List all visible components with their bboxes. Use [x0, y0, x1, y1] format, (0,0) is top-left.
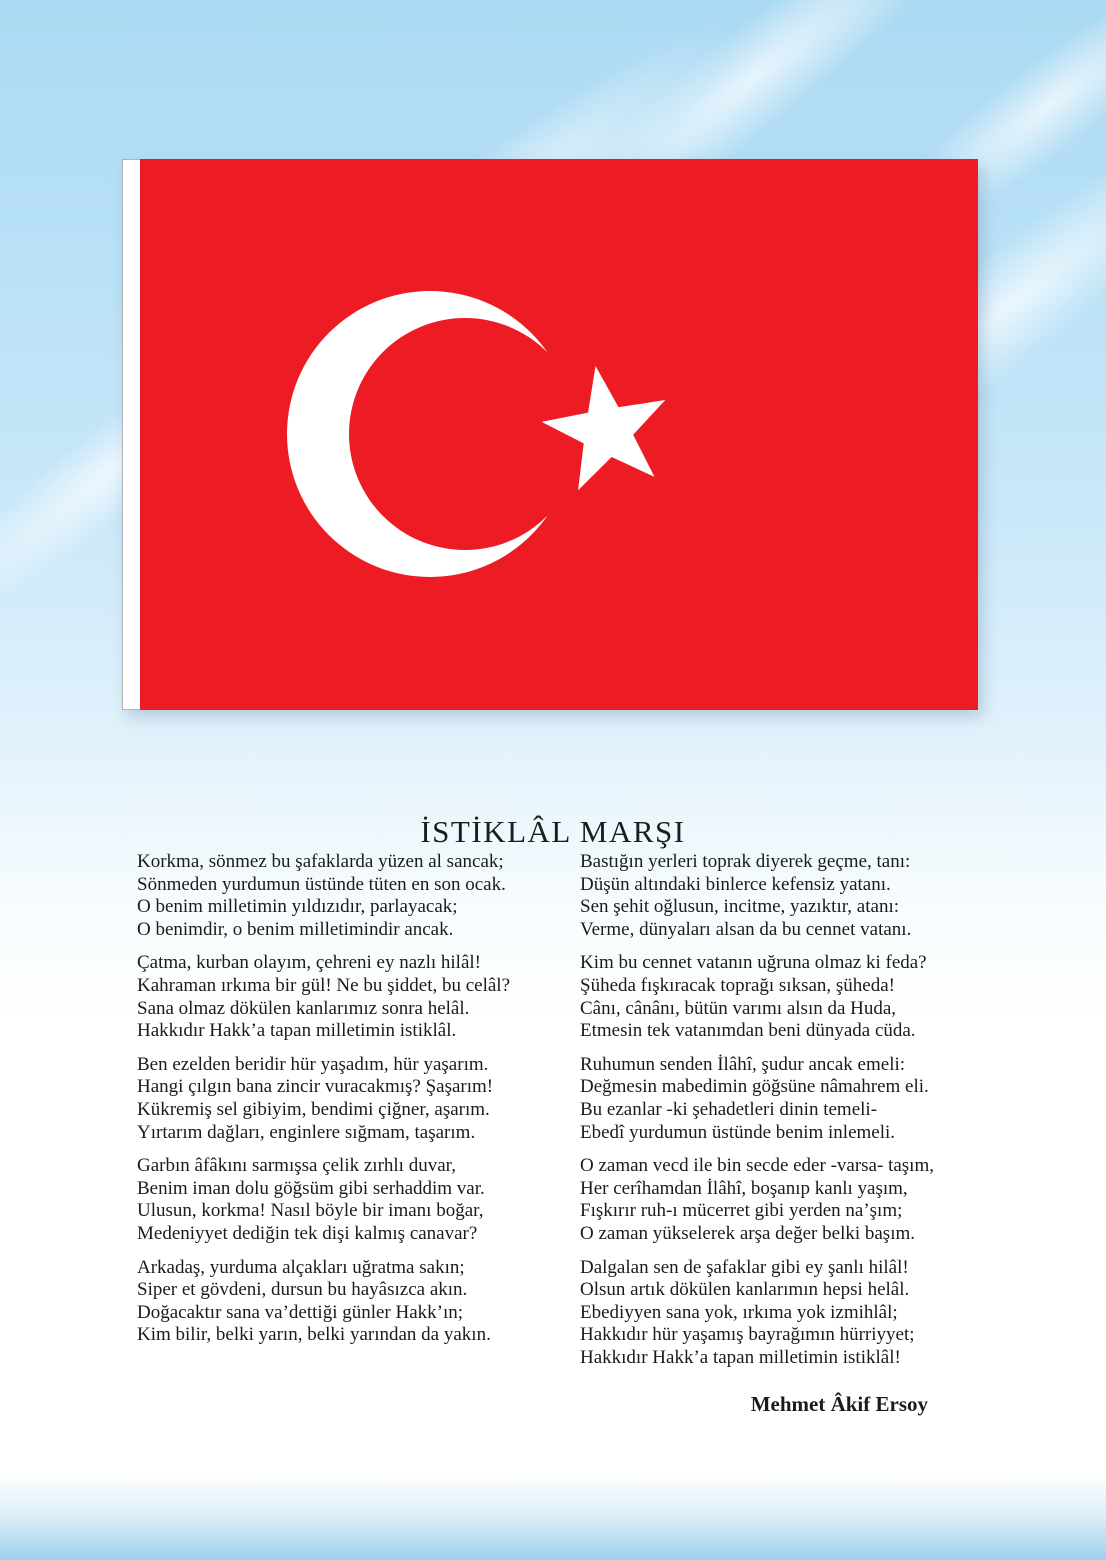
turkish-flag: [122, 159, 978, 710]
poem-line: Değmesin mabedimin göğsüne nâmahrem eli.: [580, 1076, 929, 1098]
poem-line: Sönmeden yurdumun üstünde tüten en son ocak.: [137, 873, 506, 895]
bottom-sky-band: [0, 1475, 1106, 1560]
poem-line: Çatma, kurban olayım, çehreni ey nazlı hilâl!: [137, 952, 481, 974]
poem-stanza: [580, 1257, 968, 1370]
poem-line: Kim bu cennet vatanın uğruna olmaz ki feda?: [580, 952, 927, 974]
poem-line: O zaman yükselerek arşa değer belki başım.: [580, 1222, 916, 1244]
poem-line: Ben ezelden beridir hür yaşadım, hür yaşarım.: [137, 1053, 489, 1075]
poem-line: Düşün altındaki binlerce kefensiz yatanı.: [580, 873, 891, 895]
poem-stanza: [580, 952, 968, 1042]
poem-stanza: [137, 952, 510, 1042]
poem-line: O zaman vecd ile bin secde eder -varsa- taşım,: [580, 1155, 934, 1177]
flag-hoist-strip: [122, 159, 140, 710]
poem-column-right: [580, 851, 968, 1380]
poem-line: Ruhumun senden İlâhî, şudur ancak emeli:: [580, 1053, 906, 1075]
poem-line: Etmesin tek vatanımdan beni dünyada cüda.: [580, 1020, 916, 1042]
poem-stanza: [137, 1257, 510, 1347]
crescent-inner-cut: [349, 318, 581, 550]
poem-line: Kim bilir, belki yarın, belki yarından da yakın.: [137, 1324, 491, 1346]
poem-line: Benim iman dolu göğsüm gibi serhaddim var.: [137, 1177, 485, 1199]
poem-line: Hakkıdır Hakk’a tapan milletimin istiklâl.: [137, 1020, 457, 1042]
poem-line: Cânı, cânânı, bütün varımı alsın da Huda,: [580, 997, 897, 1019]
page-title: İSTİKLÂL MARŞI: [420, 813, 686, 849]
poem-line: Sen şehit oğlusun, incitme, yazıktır, atanı:: [580, 896, 900, 918]
poem-stanza: [137, 851, 510, 941]
poem-stanza: [580, 1155, 968, 1245]
poem-line: Hangi çılgın bana zincir vuracakmış? Şaşarım!: [137, 1076, 494, 1098]
author-name: Mehmet Âkif Ersoy: [750, 1392, 928, 1416]
poem-line: Bu ezanlar -ki şehadetleri dinin temeli-: [580, 1098, 878, 1120]
poem-line: Arkadaş, yurduma alçakları uğratma sakın;: [137, 1256, 465, 1278]
poem-stanza: [137, 1054, 510, 1144]
poem-line: Hakkıdır hür yaşamış bayrağımın hürriyyet;: [580, 1324, 915, 1346]
flag-field: [140, 159, 978, 710]
poem-line: Olsun artık dökülen kanlarımın hepsi helâl.: [580, 1279, 910, 1301]
poem-line: Bastığın yerleri toprak diyerek geçme, tanı:: [580, 851, 911, 872]
poem-line: Verme, dünyaları alsan da bu cennet vatanı.: [580, 918, 912, 940]
poem-line: Korkma, sönmez bu şafaklarda yüzen al sancak;: [137, 851, 504, 872]
poem-line: Sana olmaz dökülen kanlarımız sonra helâl.: [137, 997, 470, 1019]
poem-line: Fışkırır ruh-ı mücerret gibi yerden na’şım;: [580, 1200, 903, 1222]
poem-line: Medeniyyet dediğin tek dişi kalmış canavar?: [137, 1222, 478, 1244]
poem-line: Kahraman ırkıma bir gül! Ne bu şiddet, bu celâl?: [137, 974, 511, 996]
poem-line: O benimdir, o benim milletimindir ancak.: [137, 918, 454, 940]
poem-line: Garbın âfâkını sarmışsa çelik zırhlı duvar,: [137, 1155, 456, 1177]
poem-stanza: [580, 851, 968, 941]
poem-line: Ebedî yurdumun üstünde benim inlemeli.: [580, 1121, 896, 1143]
poem-line: Hakkıdır Hakk’a tapan milletimin istiklâl!: [580, 1346, 901, 1368]
poem-line: Yırtarım dağları, enginlere sığmam, taşarım.: [137, 1121, 476, 1143]
poem-line: Her cerîhamdan İlâhî, boşanıp kanlı yaşım,: [580, 1177, 908, 1199]
poem-line: Şüheda fışkıracak toprağı sıksan, şüheda!: [580, 974, 895, 996]
poem-line: O benim milletimin yıldızıdır, parlayacak;: [137, 896, 458, 918]
poem-line: Ebediyyen sana yok, ırkıma yok izmihlâl;: [580, 1301, 898, 1323]
poem-stanza: [580, 1054, 968, 1144]
poem-stanza: [137, 1155, 510, 1245]
poem-line: Dalgalan sen de şafaklar gibi ey şanlı hilâl!: [580, 1256, 909, 1278]
poem-line: Siper et gövdeni, dursun bu hayâsızca akın.: [137, 1279, 468, 1301]
poem-line: Kükremiş sel gibiyim, bendimi çiğner, aşarım.: [137, 1098, 490, 1120]
poem-line: Doğacaktır sana va’dettiği günler Hakk’ın;: [137, 1301, 464, 1323]
poem-line: Ulusun, korkma! Nasıl böyle bir imanı boğar,: [137, 1200, 484, 1222]
poem-column-left: [137, 851, 510, 1358]
